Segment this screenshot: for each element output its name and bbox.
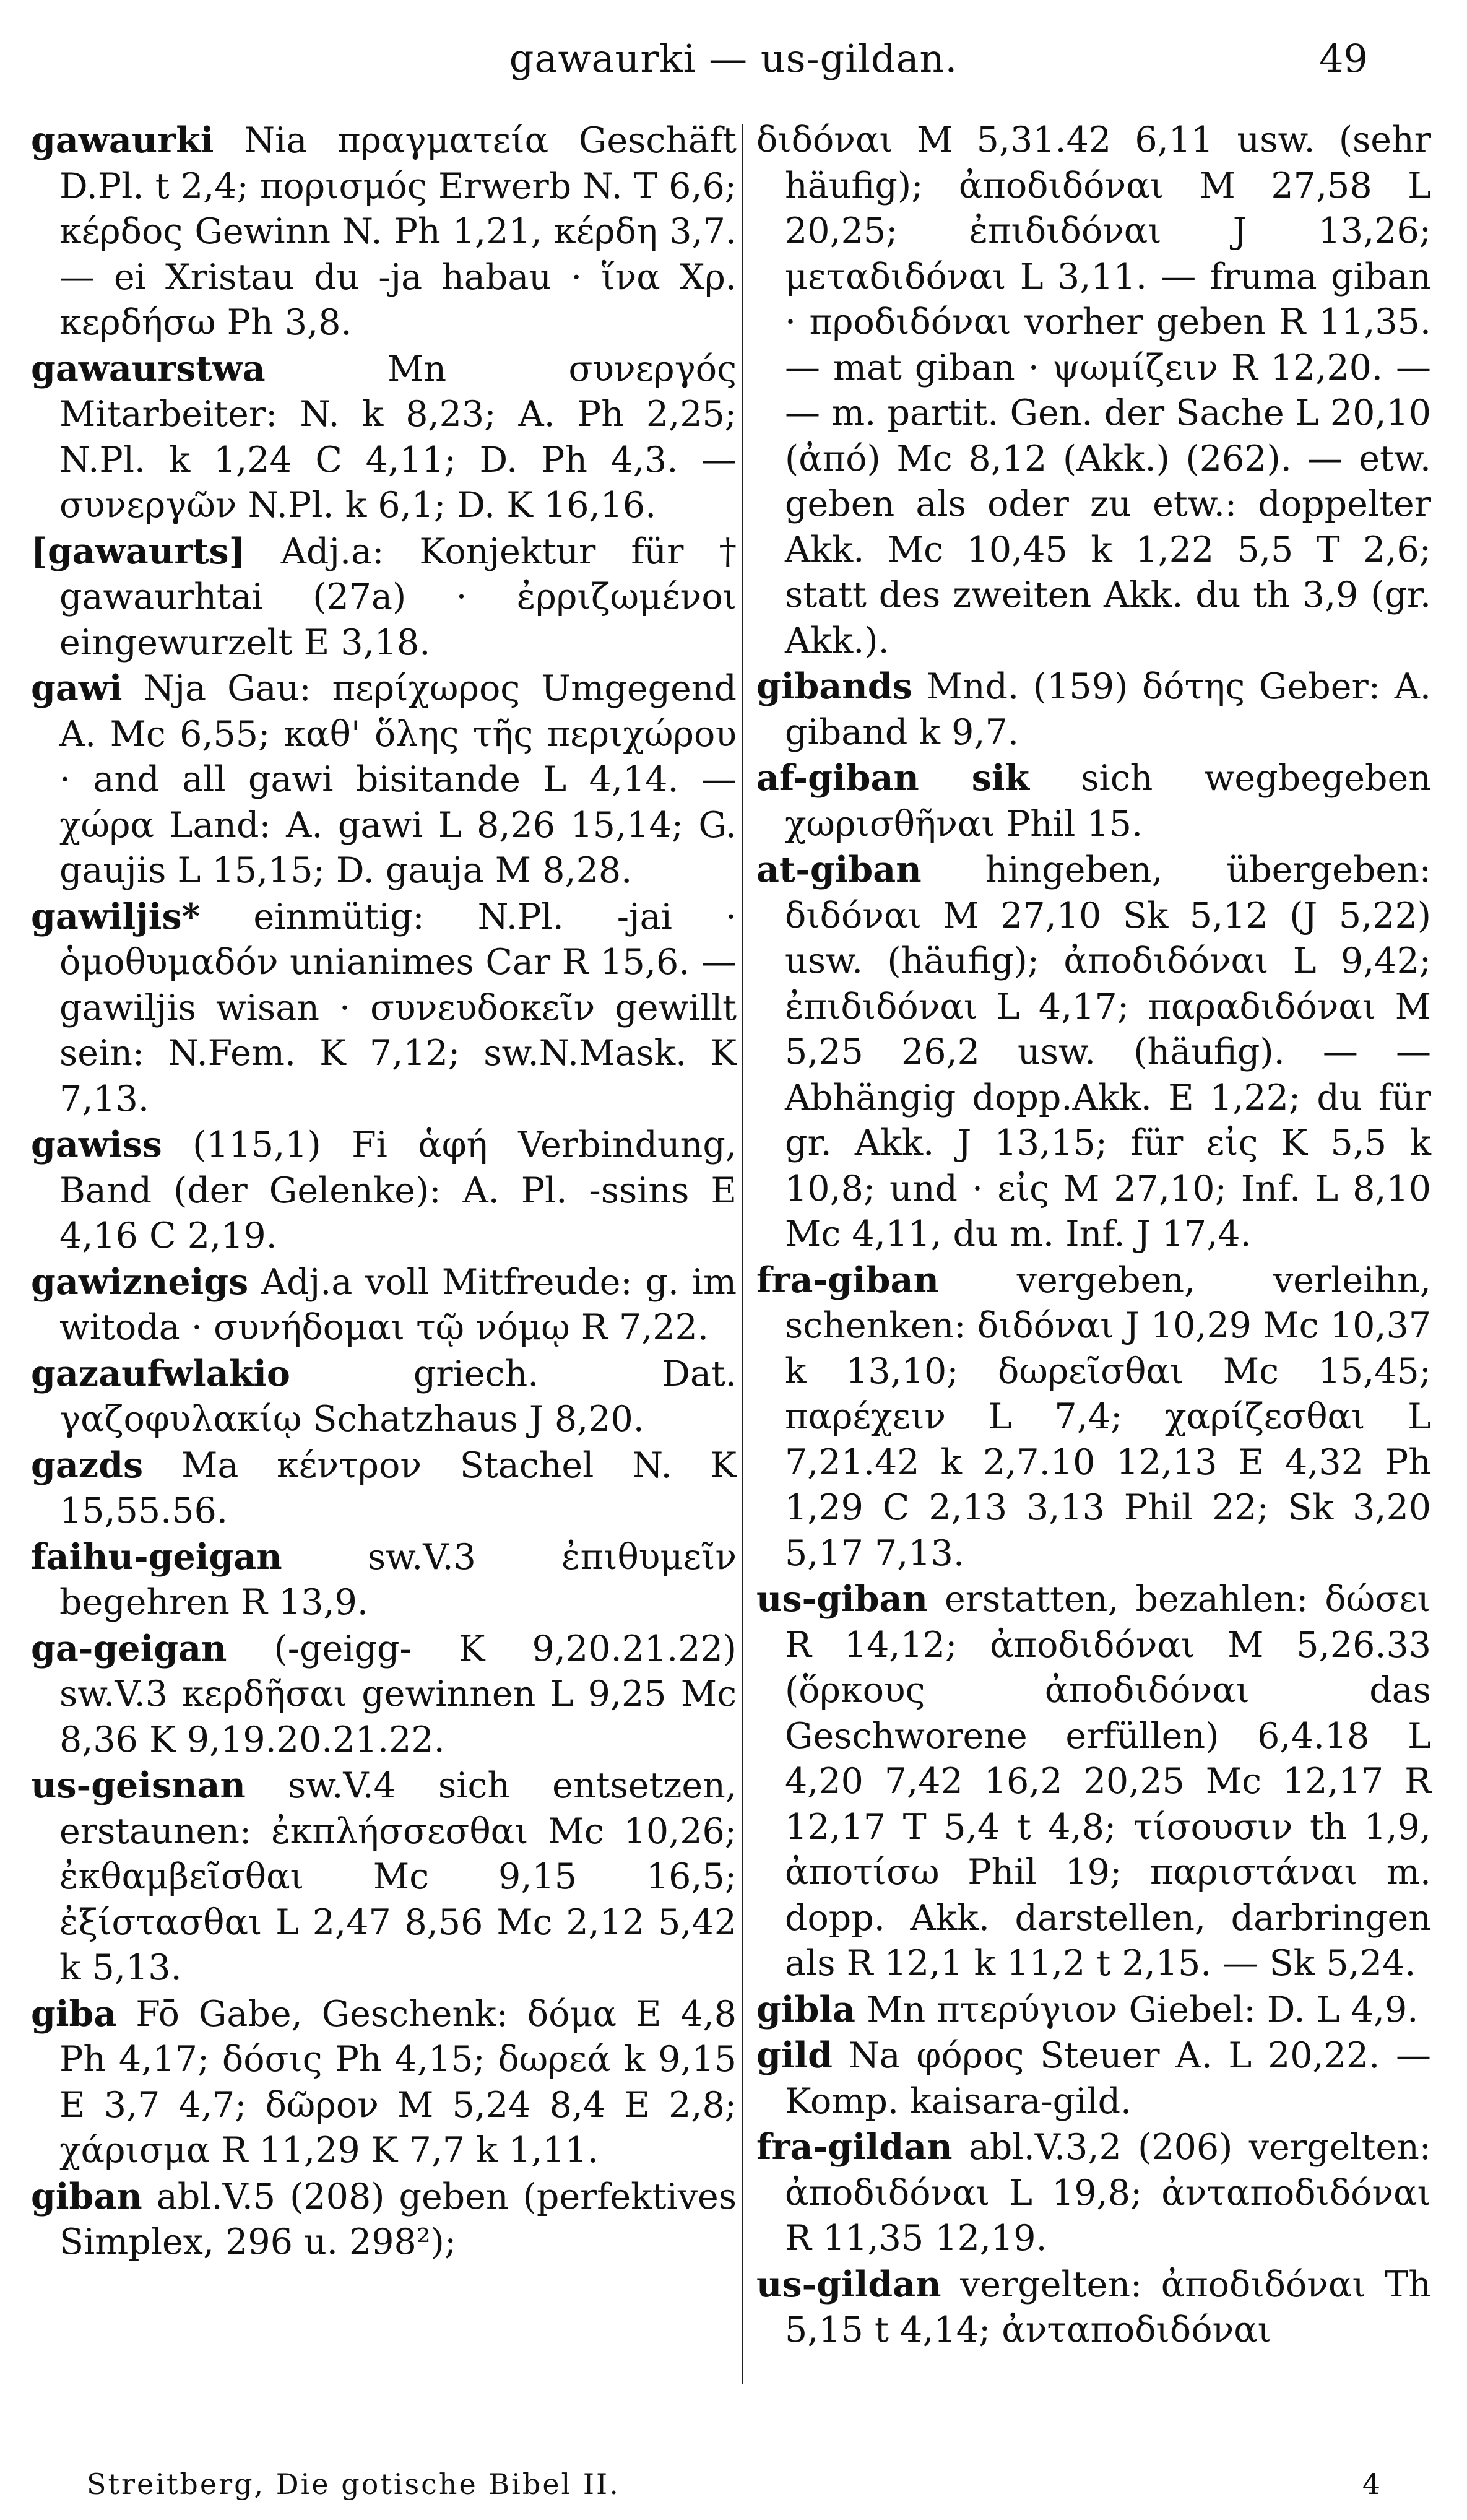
entry-text: Adj.a: Konjektur für † gawaurhtai (27a) · ἐρριζωμένοι eingewurzelt E 3,18. <box>59 531 737 663</box>
entry-text: Nja Gau: περίχωρος Umgegend A. Mc 6,55; καθ' ὅλης τῆς περιχώρου · and all gawi bisitande L 4,14. — χώρα Land: A. gawi L 8,26 15,14; G. gaujis L 15,15; D. gauja M 8,28. <box>59 668 737 891</box>
dictionary-entry <box>756 2124 1431 2262</box>
entry-headword: ga-geigan <box>31 1627 227 1669</box>
entry-headword: us-gildan <box>756 2263 941 2305</box>
dictionary-entry <box>31 1991 737 2174</box>
entry-text: Ma κέντρον Stachel N. K 15,55.56. <box>59 1445 737 1531</box>
entry-headword: fra-gildan <box>756 2126 953 2168</box>
dictionary-entry <box>756 847 1431 1258</box>
entry-text: vergelten: ἀποδιδόναι Th 5,15 t 4,14; ἀνταποδιδόναι <box>785 2264 1431 2350</box>
dictionary-entry <box>756 1987 1431 2033</box>
entry-text: Mn συνεργός Mitarbeiter: N. k 8,23; A. Ph 2,25; N.Pl. k 1,24 C 4,11; D. Ph 4,3. — συνεργῶν N.Pl. k 6,1; D. K 16,16. <box>59 348 737 526</box>
entry-text: Mn πτερύγιον Giebel: D. L 4,9. <box>867 1989 1419 2030</box>
entry-text: Na φόρος Steuer A. L 20,22. — Komp. kaisara-gild. <box>785 2035 1431 2122</box>
entry-text: Fō Gabe, Geschenk: δόμα E 4,8 Ph 4,17; δόσις Ph 4,15; δωρεά k 9,15 E 3,7 4,7; δῶρον M 5,24 8,4 E 2,8; χάρισμα R 11,29 K 7,7 k 1,11. <box>59 1993 737 2171</box>
entry-headword: fra-giban <box>756 1259 939 1301</box>
entry-headword: us-giban <box>756 1578 928 1620</box>
dictionary-entry <box>31 894 737 1123</box>
entry-text: sw.V.4 sich entsetzen, erstaunen: ἐκπλήσσεσθαι Mc 10,26; ἐκθαμβεῖσθαι Mc 9,15 16,5; ἐξίστασθαι L 2,47 8,56 Mc 2,12 5,42 k 5,13. <box>59 1765 737 1988</box>
entry-headword: gawiljis* <box>31 895 201 937</box>
dictionary-entry <box>31 346 737 529</box>
column-divider <box>742 124 743 2384</box>
entry-text: erstatten, bezahlen: δώσει R 14,12; ἀποδιδόναι M 5,26.33 (ὅρκους ἀποδιδόναι das Geschworene erfüllen) 6,4.18 L 4,20 7,42 16,2 20,25 Mc 12,17 R 12,17 T 5,4 t 4,8; τίσουσιν th 1,9, ἀποτίσω Phil 19; παριστάναι m. dopp. Akk. darstellen, darbringen als R 12,1 k 11,2 t 2,15. — Sk 5,24. <box>785 1579 1432 1984</box>
page-footer <box>87 2467 1380 2505</box>
entry-headword: giban <box>31 2175 142 2217</box>
entry-headword: gibands <box>756 666 912 707</box>
entry-text: Nia πραγματεία Geschäft D.Pl. t 2,4; πορισμός Erwerb N. T 6,6; κέρδος Gewinn N. Ph 1,21, κέρδη 3,7. — ei Xristau du -ja habau · ἵνα Χρ. κερδήσω Ph 3,8. <box>59 120 737 343</box>
entry-text: Adj.a voll Mitfreude: g. im witoda · συνήδομαι τῷ νόμῳ R 7,22. <box>59 1261 737 1348</box>
entry-text: (115,1) Fi ἁφή Verbindung, Band (der Gelenke): A. Pl. -ssins E 4,16 C 2,19. <box>59 1124 737 1256</box>
dictionary-entry <box>31 1626 737 1763</box>
dictionary-entry <box>756 2262 1431 2353</box>
entry-text: abl.V.3,2 (206) vergelten: ἀποδιδόναι L 19,8; ἀνταποδιδόναι R 11,35 12,19. <box>785 2127 1431 2259</box>
dictionary-entry <box>756 664 1431 755</box>
entry-headword: gawizneigs <box>31 1261 249 1303</box>
entry-headword: gibla <box>756 1988 855 2030</box>
entry-headword: giba <box>31 1992 117 2035</box>
entry-headword: gazaufwlakio <box>31 1352 290 1394</box>
entry-headword: gawaurki <box>31 119 214 161</box>
right-column <box>756 118 1431 2353</box>
dictionary-entry <box>31 1351 737 1443</box>
dictionary-entry <box>31 1122 737 1259</box>
page-number: 49 <box>1319 36 1368 81</box>
dictionary-entry <box>31 529 737 666</box>
entry-headword: [gawaurts] <box>31 530 246 572</box>
entry-text: sw.V.3 ἐπιθυμεῖν begehren R 13,9. <box>59 1536 737 1623</box>
dictionary-entry <box>31 118 737 346</box>
dictionary-entry <box>31 2174 737 2266</box>
dictionary-entry <box>31 666 737 894</box>
entry-text: einmütig: N.Pl. -jai · ὁμοθυμαδόν unianimes Car R 15,6. — gawiljis wisan · συνευδοκεῖν gewillt sein: N.Fem. K 7,12; sw.N.Mask. K 7,13. <box>59 896 737 1119</box>
entry-headword: gawiss <box>31 1124 162 1165</box>
entry-headword: gawi <box>31 667 123 709</box>
entry-headword: gild <box>756 2035 833 2076</box>
entry-text: sich wegbegeben χωρισθῆναι Phil 15. <box>785 758 1431 845</box>
entry-text: Mnd. (159) δότης Geber: A. giband k 9,7. <box>785 666 1431 753</box>
entry-text: (-geigg- K 9,20.21.22) sw.V.3 κερδῆσαι gewinnen L 9,25 Mc 8,36 K 9,19.20.21.22. <box>59 1628 737 1760</box>
entry-headword: gawaurstwa <box>31 347 266 389</box>
dictionary-entry <box>31 1763 737 1991</box>
dictionary-entry <box>756 2033 1431 2124</box>
entry-headword: af-giban sik <box>756 757 1030 799</box>
printer-signature: Streitberg, Die gotische Bibel II. <box>87 2467 620 2501</box>
dictionary-entry <box>31 1534 737 1626</box>
entry-text: abl.V.5 (208) geben (perfektives Simplex, 296 u. 298²); <box>59 2176 737 2262</box>
entry-text: διδόναι M 5,31.42 6,11 usw. (sehr häufig); ἀποδιδόναι M 27,58 L 20,25; ἐπιδιδόναι J 13,26; μεταδιδόναι L 3,11. — fruma giban · προδιδόναι vorher geben R 11,35. — mat giban · ψωμίζειν R 12,20. — — m. partit. Gen. der Sache L 20,10 (ἀπό) Mc 8,12 (Akk.) (262). — etw. geben als oder zu etw.: doppelter Akk. Mc 10,45 k 1,22 5,5 T 2,6; statt des zweiten Akk. du th 3,9 (gr. Akk.). <box>756 119 1431 661</box>
entry-text: griech. Dat. γαζοφυλακίῳ Schatzhaus J 8,20. <box>59 1353 737 1440</box>
entry-headword: gazds <box>31 1444 144 1486</box>
dictionary-entry <box>756 118 1431 664</box>
dictionary-entry <box>756 1576 1431 1987</box>
running-title: gawaurki — us-gildan. <box>509 36 958 81</box>
entry-headword: us-geisnan <box>31 1765 246 1806</box>
dictionary-entry <box>756 1258 1431 1577</box>
dictionary-entry <box>31 1443 737 1534</box>
left-column <box>31 118 737 2266</box>
dictionary-entry <box>756 755 1431 847</box>
entry-headword: faihu-geigan <box>31 1536 282 1578</box>
entry-text: vergeben, verleihn, schenken: διδόναι J 10,29 Mc 10,37 k 13,10; δωρεῖσθαι Mc 15,45; παρέχειν L 7,4; χαρίζεσθαι L 7,21.42 k 2,7.10 12,13 E 4,32 Ph 1,29 C 2,13 3,13 Phil 22; Sk 3,20 5,17 7,13. <box>785 1259 1431 1574</box>
entry-text: hingeben, übergeben: διδόναι M 27,10 Sk 5,12 (J 5,22) usw. (häufig); ἀποδιδόναι L 9,42; ἐπιδιδόναι L 4,17; παραδιδόναι M 5,25 26,2 usw. (häufig). — — Abhängig dopp.Akk. E 1,22; du für gr. Akk. J 13,15; für εἰς K 5,5 k 10,8; und · εἰς M 27,10; Inf. L 8,10 Mc 4,11, du m. Inf. J 17,4. <box>785 849 1431 1254</box>
sheet-number: 4 <box>1362 2467 1380 2501</box>
page-header <box>0 36 1467 98</box>
dictionary-entry <box>31 1259 737 1351</box>
entry-headword: at-giban <box>756 849 922 890</box>
